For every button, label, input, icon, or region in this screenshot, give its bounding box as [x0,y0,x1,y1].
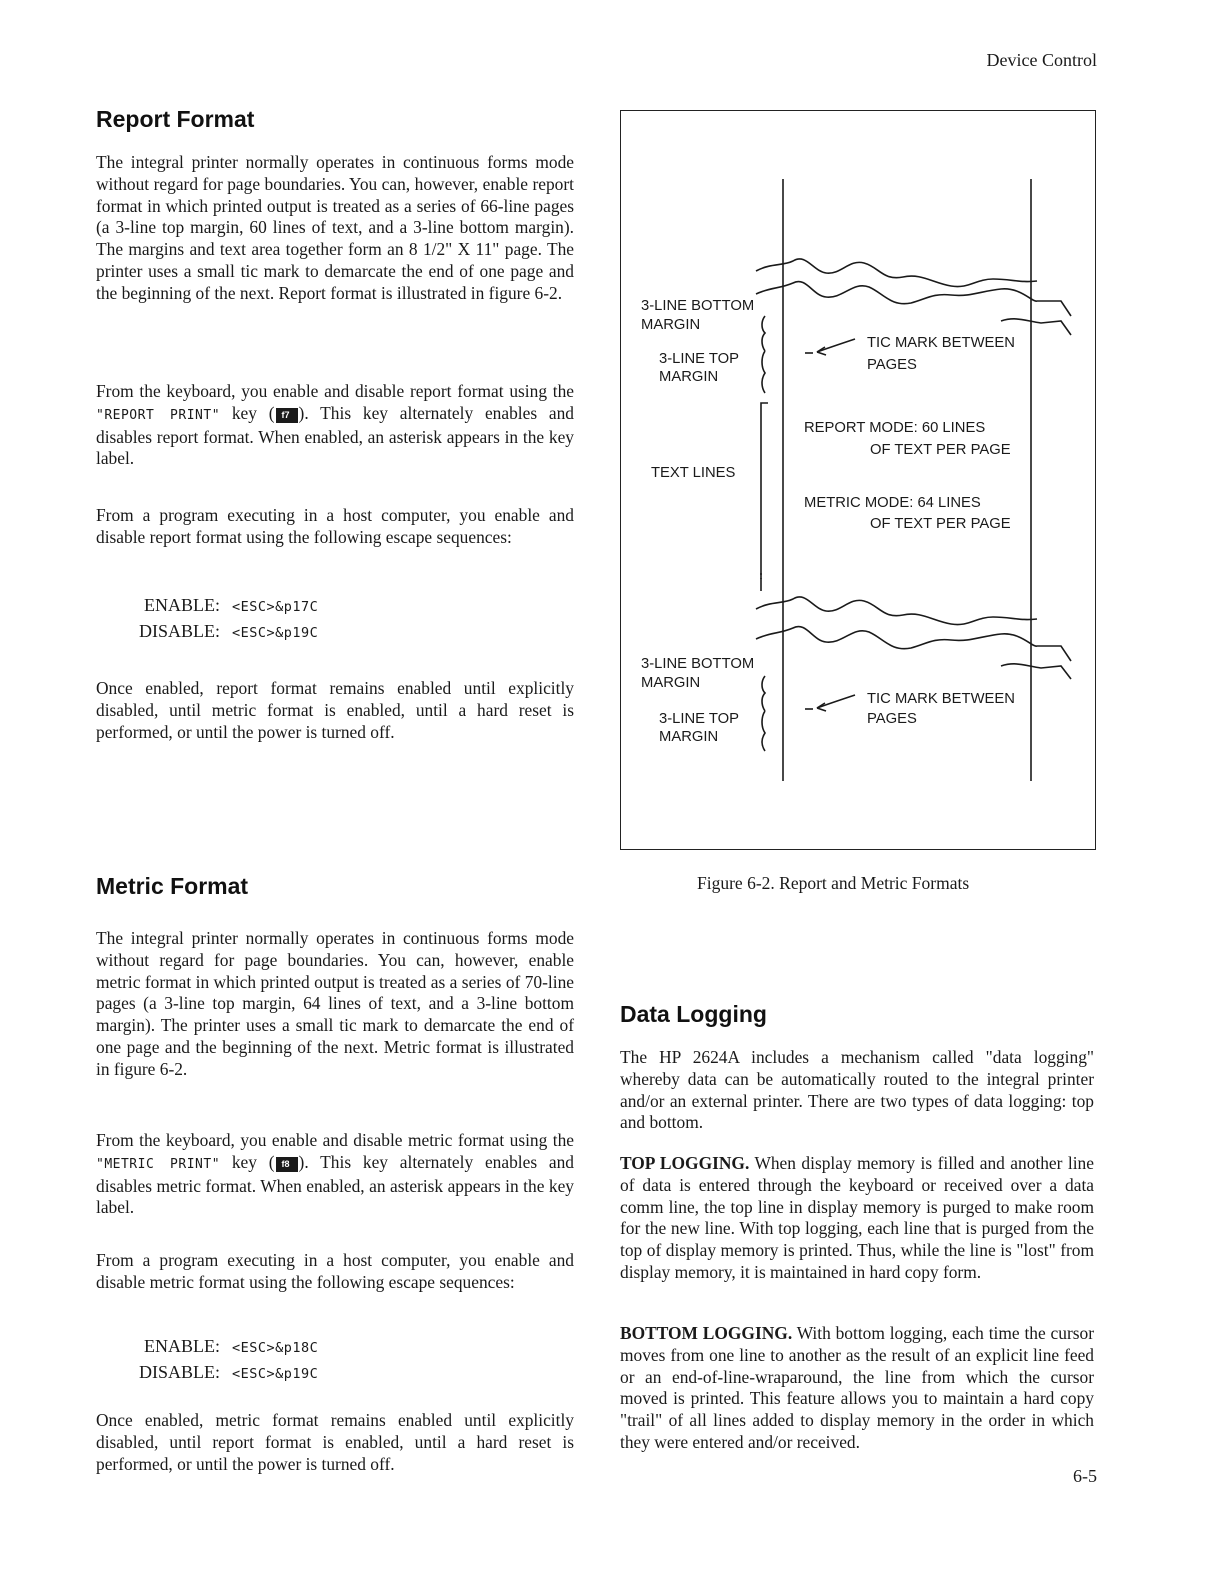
report-print-key-name: "REPORT PRINT" [96,407,221,423]
data-logging-intro: The HP 2624A includes a mechanism called "data logging" whereby data can be automatically routed to the integral printer and/or an external printer. There are two types of data logging: top and bottom. [620,1047,1094,1133]
report-format-keyboard: From the keyboard, you enable and disable report format using the "REPORT PRINT" key ( f7 ). This key alternately enables and disables report format. When enabled, an asterisk appears in the key label. [96,381,575,469]
tic-label-2b: PAGES [867,711,917,727]
top-margin-label-2b: MARGIN [659,729,719,745]
metric-enable-sequence: ENABLE: <ESC>&p18C [144,1336,319,1356]
report-metric-diagram [621,111,1097,851]
metric-mode-label-b: OF TEXT PER PAGE [870,516,1011,532]
bottom-margin-label-2a: 3-LINE BOTTOM [641,656,755,672]
bottom-margin-bracket-2 [762,676,765,711]
report-mode-label-b: OF TEXT PER PAGE [870,442,1011,458]
f8-key-icon: f8 [276,1157,298,1172]
metric-mode-label-a: METRIC MODE: 64 LINES [804,495,981,511]
page-break-1-lower-wave [756,282,1071,316]
tic-label-2a: TIC MARK BETWEEN [867,691,1015,707]
metric-print-key-name: "METRIC PRINT" [96,1156,221,1172]
page-number: 6-5 [1073,1466,1097,1486]
page-break-2-lower-wave [756,627,1071,661]
top-logging-title: TOP LOGGING. [620,1153,750,1173]
bottom-logging-paragraph: BOTTOM LOGGING. With bottom logging, each time the cursor moves from one line to another as the result of an explicit line feed or an end-of-line-wraparound, the line from which the cursor moved is printed. This feature allows you to maintain a hard copy "trail" of all lines added to display memory in the order in which they were entered and/or received. [620,1323,1094,1452]
tic-arrow-2 [817,695,855,708]
figure-caption: Figure 6-2. Report and Metric Formats [697,873,970,893]
page-break-1-upper-wave [756,259,1037,287]
top-logging-paragraph: TOP LOGGING. When display memory is filled and another line of data is entered through the keyboard or received over a data comm line, the top line in display memory is purged to make room for the new line. With top logging, each line that is purged from the top of display memory is printed. Thus, while the line is "lost" from display memory, it is maintained in hard copy form. [620,1153,1094,1282]
bottom-logging-title: BOTTOM LOGGING. [620,1323,793,1343]
tic-label-1b: PAGES [867,357,917,373]
page-break-1-tail [1001,319,1071,335]
tic-label-1a: TIC MARK BETWEEN [867,335,1015,351]
page-break-2-upper-wave [756,597,1037,625]
report-disable-sequence: DISABLE: <ESC>&p19C [139,621,319,641]
report-mode-label-a: REPORT MODE: 60 LINES [804,420,986,436]
text-lines-bracket [761,403,768,591]
data-logging-heading: Data Logging [620,1001,767,1027]
top-margin-bracket-1 [762,351,765,393]
top-margin-label-1a: 3-LINE TOP [659,351,740,367]
metric-format-keyboard: From the keyboard, you enable and disable metric format using the "METRIC PRINT" key ( f8 ). This key alternately enables and disables metric format. When enabled, an asterisk appears in the key label. [96,1130,575,1218]
metric-format-intro: The integral printer normally operates in continuous forms mode without regard for page boundaries. You can, however, enable metric format in which printed output is treated as a series of 70-line pages (a 3-line top margin, 64 lines of text, and a 3-line bottom margin). The printer uses a small tic mark to demarcate the end of one page and the beginning of the next. Metric format is illustrated in figure 6-2. [96,928,574,1079]
report-format-persistence: Once enabled, report format remains enabled until explicitly disabled, until metric format is enabled, until a hard reset is performed, or until the power is turned off. [96,678,574,742]
top-margin-label-1b: MARGIN [659,369,719,385]
report-format-heading: Report Format [96,106,255,132]
figure-6-2 [620,110,1096,850]
bottom-margin-label-1b: MARGIN [641,317,701,333]
top-margin-bracket-2 [762,711,765,751]
running-header: Device Control [986,50,1097,70]
tic-arrow-1 [817,339,855,352]
metric-format-heading: Metric Format [96,873,249,899]
report-enable-sequence: ENABLE: <ESC>&p17C [144,595,319,615]
bottom-margin-bracket-1 [762,316,765,351]
top-margin-label-2a: 3-LINE TOP [659,711,740,727]
metric-format-host: From a program executing in a host computer, you enable and disable metric format using the following escape sequences: [96,1250,574,1292]
metric-format-persistence: Once enabled, metric format remains enabled until explicitly disabled, until report format is enabled, until a hard reset is performed, or until the power is turned off. [96,1410,574,1474]
metric-disable-sequence: DISABLE: <ESC>&p19C [139,1362,319,1382]
report-format-host: From a program executing in a host computer, you enable and disable report format using the following escape sequences: [96,505,574,547]
bottom-margin-label-1a: 3-LINE BOTTOM [641,298,755,314]
report-format-intro: The integral printer normally operates in continuous forms mode without regard for page boundaries. You can, however, enable report format in which printed output is treated as a series of 66-line pages (a 3-line top margin, 60 lines of text, and a 3-line bottom margin). The margins and text area together form an 8 1/2" X 11" page. The printer uses a small tic mark to demarcate the end of one page and the beginning of the next. Report format is illustrated in figure 6-2. [96,152,574,303]
bottom-margin-label-2b: MARGIN [641,675,701,691]
page-break-2-tail [1001,664,1071,679]
text-lines-label: TEXT LINES [651,465,736,481]
f7-key-icon: f7 [276,408,298,423]
